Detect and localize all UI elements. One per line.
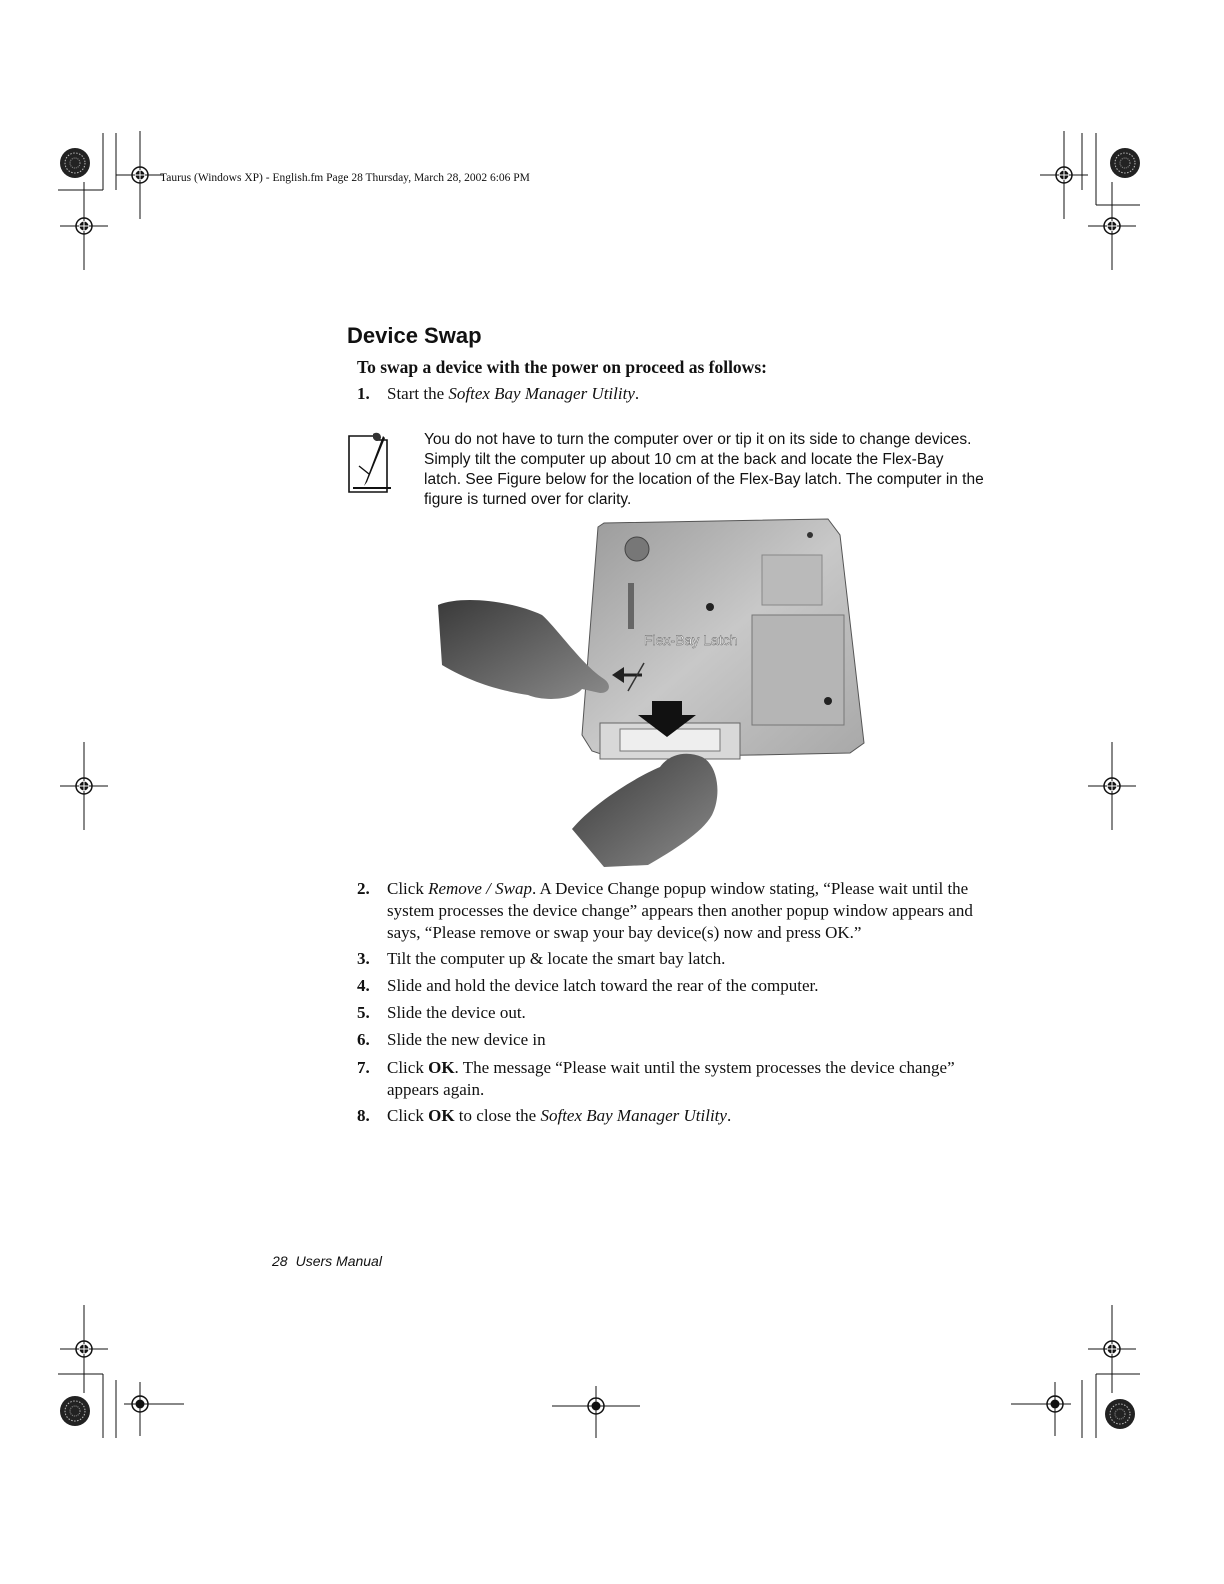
print-slug: Taurus (Windows XP) - English.fm Page 28 Thursday, March 28, 2002 6:06 PM <box>160 172 530 184</box>
page-number: 28 <box>272 1253 288 1269</box>
step-text: Start the Softex Bay Manager Utility. <box>387 384 640 403</box>
step-text: Slide the device out. <box>387 1003 526 1022</box>
step-text: Slide the new device in <box>387 1030 546 1049</box>
step-text: Slide and hold the device latch toward the rear of the computer. <box>387 976 819 995</box>
step-number: 4. <box>357 976 370 995</box>
step-number: 6. <box>357 1030 370 1049</box>
manual-title: Users Manual <box>295 1253 382 1269</box>
intro-text: To swap a device with the power on proceed as follows: <box>357 357 767 377</box>
step-text: Click Remove / Swap. A Device Change popup window stating, “Please wait until the system processes the device change” appears then another popup window appears and says, “Please remove or swap your bay device(s) now and press OK.” <box>387 879 973 942</box>
section-title: Device Swap <box>347 323 482 348</box>
flex-bay-latch-figure <box>432 515 872 867</box>
note-pencil-icon <box>345 430 399 496</box>
step-number: 2. <box>357 879 370 898</box>
step-number: 1. <box>357 384 370 403</box>
step-text: Click OK. The message “Please wait until the system processes the device change” appears again. <box>387 1058 955 1099</box>
step-number: 3. <box>357 949 370 968</box>
step-text: Click OK to close the Softex Bay Manager Utility. <box>387 1106 732 1125</box>
figure-label: Flex-Bay Latch <box>644 632 738 648</box>
step-number: 7. <box>357 1058 370 1077</box>
step-number: 5. <box>357 1003 370 1022</box>
step-number: 8. <box>357 1106 370 1125</box>
step-text: Tilt the computer up & locate the smart bay latch. <box>387 949 726 968</box>
page-footer <box>272 1253 382 1269</box>
note-text: You do not have to turn the computer over or tip it on its side to change devices. Simply tilt the computer up about 10 cm at the back and locate the Flex-Bay latch. See Figure below for the location of the Flex-Bay latch. The computer in the figure is turned over for clarity. <box>424 431 984 508</box>
